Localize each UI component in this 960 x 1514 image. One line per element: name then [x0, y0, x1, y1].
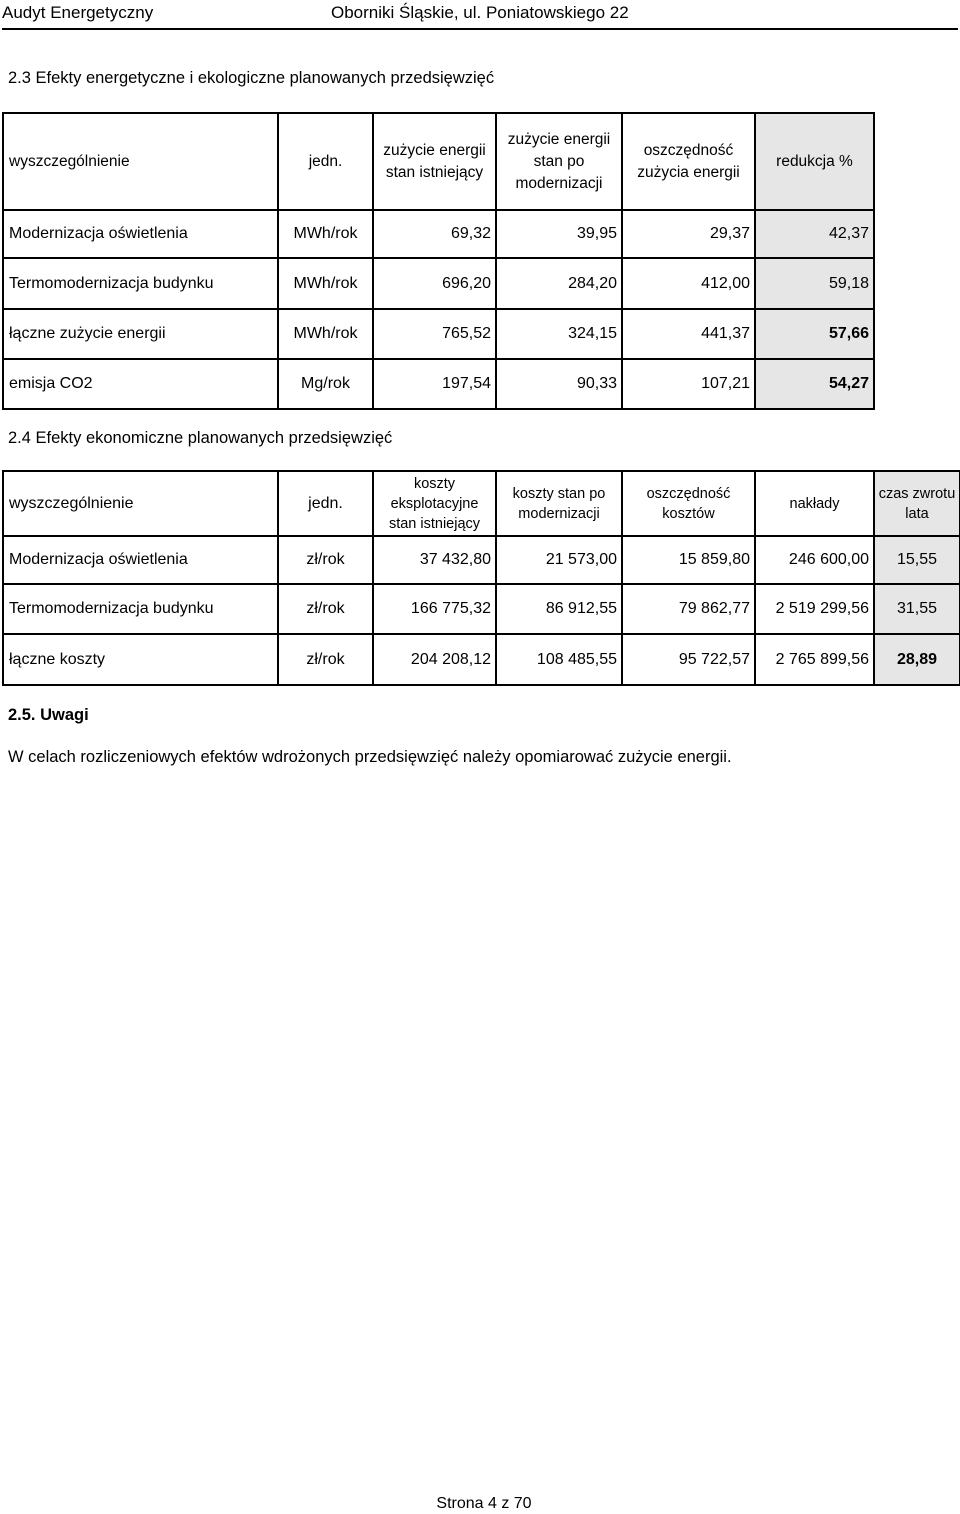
row-after: 39,95 [496, 210, 622, 258]
row-before: 37 432,80 [373, 536, 496, 584]
notes-text: W celach rozliczeniowych efektów wdrożonych przedsięwzięć należy opomiarować zużycie energii. [8, 748, 732, 766]
table-row [3, 359, 874, 409]
table-row [3, 634, 960, 685]
row-savings: 441,37 [622, 309, 755, 359]
row-reduction: 54,27 [755, 359, 874, 409]
col-header-investment: nakłady [755, 471, 874, 536]
row-before: 696,20 [373, 258, 496, 309]
header-title: Audyt Energetyczny [2, 3, 154, 22]
col-header-savings: oszczędność zużycia energii [622, 113, 755, 210]
table-row [3, 584, 960, 634]
row-after: 90,33 [496, 359, 622, 409]
col-header-unit: jedn. [278, 471, 373, 536]
col-header-unit: jedn. [278, 113, 373, 210]
row-unit: zł/rok [278, 634, 373, 685]
row-before: 69,32 [373, 210, 496, 258]
row-investment: 2 519 299,56 [755, 584, 874, 634]
row-before: 197,54 [373, 359, 496, 409]
row-unit: MWh/rok [278, 210, 373, 258]
row-after: 21 573,00 [496, 536, 622, 584]
row-payback: 15,55 [874, 536, 960, 584]
row-before: 765,52 [373, 309, 496, 359]
row-name: Modernizacja oświetlenia [3, 210, 278, 258]
row-savings: 15 859,80 [622, 536, 755, 584]
row-savings: 79 862,77 [622, 584, 755, 634]
row-unit: MWh/rok [278, 309, 373, 359]
row-before: 204 208,12 [373, 634, 496, 685]
row-savings: 95 722,57 [622, 634, 755, 685]
row-unit: zł/rok [278, 584, 373, 634]
row-savings: 29,37 [622, 210, 755, 258]
col-header-payback: czas zwrotu lata [874, 471, 960, 536]
economic-effects-table [2, 470, 960, 686]
row-before: 166 775,32 [373, 584, 496, 634]
table-row [3, 258, 874, 309]
row-savings: 412,00 [622, 258, 755, 309]
col-header-item: wyszczególnienie [3, 471, 278, 536]
row-after: 284,20 [496, 258, 622, 309]
page-number: Strona 4 z 70 [436, 1495, 532, 1512]
col-header-after: zużycie energii stan po modernizacji [496, 113, 622, 210]
row-after: 324,15 [496, 309, 622, 359]
row-reduction: 57,66 [755, 309, 874, 359]
row-investment: 2 765 899,56 [755, 634, 874, 685]
header-divider [2, 28, 958, 30]
energy-effects-table [2, 112, 875, 410]
table-row [3, 210, 874, 258]
row-unit: Mg/rok [278, 359, 373, 409]
section-24-title: 2.4 Efekty ekonomiczne planowanych przedsięwzięć [8, 429, 393, 447]
row-name: Termomodernizacja budynku [3, 584, 278, 634]
section-25-title: 2.5. Uwagi [8, 706, 89, 724]
row-name: łączne zużycie energii [3, 309, 278, 359]
row-unit: zł/rok [278, 536, 373, 584]
row-reduction: 42,37 [755, 210, 874, 258]
row-after: 108 485,55 [496, 634, 622, 685]
row-investment: 246 600,00 [755, 536, 874, 584]
table-header-row [3, 113, 874, 210]
row-after: 86 912,55 [496, 584, 622, 634]
row-name: Modernizacja oświetlenia [3, 536, 278, 584]
col-header-after: koszty stan po modernizacji [496, 471, 622, 536]
col-header-before: zużycie energii stan istniejący [373, 113, 496, 210]
row-savings: 107,21 [622, 359, 755, 409]
col-header-savings: oszczędność kosztów [622, 471, 755, 536]
header-address: Oborniki Śląskie, ul. Poniatowskiego 22 [331, 3, 629, 22]
row-payback: 28,89 [874, 634, 960, 685]
table-header-row [3, 471, 960, 536]
row-unit: MWh/rok [278, 258, 373, 309]
section-23-title: 2.3 Efekty energetyczne i ekologiczne planowanych przedsięwzięć [8, 69, 495, 87]
table-row [3, 309, 874, 359]
col-header-reduction: redukcja % [755, 113, 874, 210]
row-name: łączne koszty [3, 634, 278, 685]
row-name: Termomodernizacja budynku [3, 258, 278, 309]
row-name: emisja CO2 [3, 359, 278, 409]
table-row [3, 536, 960, 584]
row-reduction: 59,18 [755, 258, 874, 309]
col-header-before: koszty eksplotacyjne stan istniejący [373, 471, 496, 536]
col-header-item: wyszczególnienie [3, 113, 278, 210]
row-payback: 31,55 [874, 584, 960, 634]
